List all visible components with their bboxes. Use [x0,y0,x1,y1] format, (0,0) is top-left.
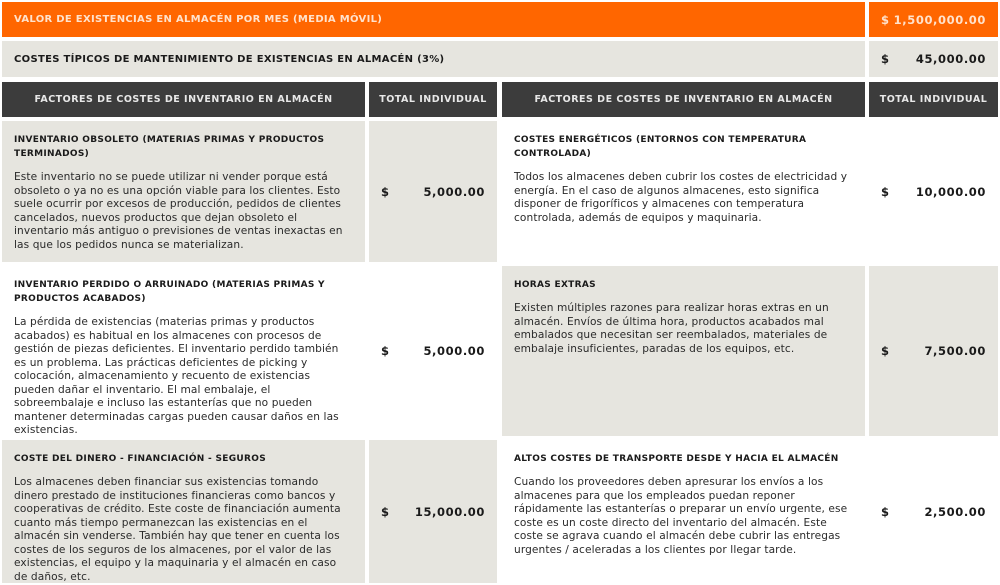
factor-description: Cuando los proveedores deben apresurar los envíos a los almacenes para que los empleados puedan reponer rápidamente las estanterías o preparar un envío urgente, ese coste es un coste directo del inventario del almacén. Este coste se agrava cuando el almacén debe cubrir las entregas urgentes / aceleradas a los clientes por llegar tarde. [514,476,848,556]
currency-symbol: $ [881,184,890,199]
factor-lost-inventory [2,266,365,436]
monthly-value-amount-cell [869,2,998,37]
factor-title: INVENTARIO OBSOLETO (MATERIAS PRIMAS Y PRODUCTOS TERMINADOS) [14,135,325,159]
currency-symbol: $ [381,504,390,519]
header-total-right: TOTAL INDIVIDUAL [869,82,998,117]
factor-obsolete-inventory [2,121,365,262]
factor-description: Todos los almacenes deben cubrir los costes de electricidad y energía. En el caso de algunos almacenes, esto significa disponer de frigoríficos y almacenes con temperatura controlada, además de equipos y maquinaria. [514,171,848,224]
factor-description: Este inventario no se puede utilizar ni vender porque está obsoleto o ya no es una opción viable para los clientes. Esto suele ocurrir por excesos de producción, pedidos de clientes cancelados, nuevos productos que dejan obsoleto el inventario más antiguo o previsiones de ventas inexactas en las que los pedidos nunca se materializan. [14,171,343,251]
holding-cost-amount: 45,000.00 [915,52,986,66]
factor-energy-costs [502,121,865,262]
factor-title: HORAS EXTRAS [514,280,596,290]
factor-amount: 5,000.00 [423,184,485,199]
factor-amount-cell [369,266,497,436]
currency-symbol: $ [881,344,890,358]
factor-amount: 2,500.00 [924,504,986,519]
factor-amount-cell [869,121,998,262]
factor-description: Existen múltiples razones para realizar horas extras en un almacén. Envíos de última hora, productos acabados mal embalados que necesitan ser reembalados, materiales de embalaje insuficientes, paradas de los equipos, etc. [514,302,829,355]
factor-amount: 7,500.00 [924,344,986,358]
factor-cost-of-money [2,440,365,583]
factor-amount-cell [369,440,497,583]
factor-amount: 15,000.00 [414,504,485,519]
header-total-left: TOTAL INDIVIDUAL [369,82,497,117]
factor-amount: 5,000.00 [423,344,485,358]
currency-symbol: $ [881,504,890,519]
factor-description: La pérdida de existencias (materias primas y productos acabados) es habitual en los almacenes con procesos de gestión de piezas deficientes. El inventario perdido también es un problema. Las prácticas deficientes de picking y colocación, almacenamiento y recuento de existencias pueden dañar el inventario. El mal embalaje, el sobreembalaje e incluso las estanterías que no pueden mantener determinadas cargas pueden causar daños en las existencias. [14,316,339,436]
factor-amount: 10,000.00 [915,184,986,199]
monthly-value-amount: 1,500,000.00 [893,12,986,27]
factor-description: Los almacenes deben financiar sus existencias tomando dinero prestado de instituciones financieras como bancos y cooperativas de crédito. Este coste de financiación aumenta cuanto más tiempo permanezcan las existencias en el almacén sin venderse. También hay que tener en cuenta los costes de los seguros de los almacenes, por el valor de las existencias, el equipo y la maquinaria y el almacén en caso de daños, etc. [14,476,341,583]
header-factors-left: FACTORES DE COSTES DE INVENTARIO EN ALMACÉN [2,82,365,117]
factor-amount-cell [869,440,998,583]
factor-title: INVENTARIO PERDIDO O ARRUINADO (MATERIAS PRIMAS Y PRODUCTOS ACABADOS) [14,280,325,304]
factor-transport-costs [502,440,865,583]
factor-title: COSTE DEL DINERO - FINANCIACIÓN - SEGUROS [14,454,266,464]
factor-title: COSTES ENERGÉTICOS (ENTORNOS CON TEMPERATURA CONTROLADA) [514,135,807,159]
factor-title: ALTOS COSTES DE TRANSPORTE DESDE Y HACIA EL ALMACÉN [514,454,839,464]
currency-symbol: $ [381,344,390,358]
currency-symbol: $ [881,12,890,27]
currency-symbol: $ [881,52,890,66]
holding-cost-label-cell [2,41,865,77]
factor-amount-cell [869,266,998,436]
holding-cost-label: COSTES TÍPICOS DE MANTENIMIENTO DE EXISTENCIAS EN ALMACÉN (3%) [14,53,445,65]
factor-amount-cell [369,121,497,262]
monthly-value-label-cell [2,2,865,37]
holding-cost-amount-cell [869,41,998,77]
factor-overtime [502,266,865,436]
currency-symbol: $ [381,184,390,199]
header-factors-right: FACTORES DE COSTES DE INVENTARIO EN ALMACÉN [502,82,865,117]
monthly-value-label: VALOR DE EXISTENCIAS EN ALMACÉN POR MES (MEDIA MÓVIL) [14,14,383,25]
